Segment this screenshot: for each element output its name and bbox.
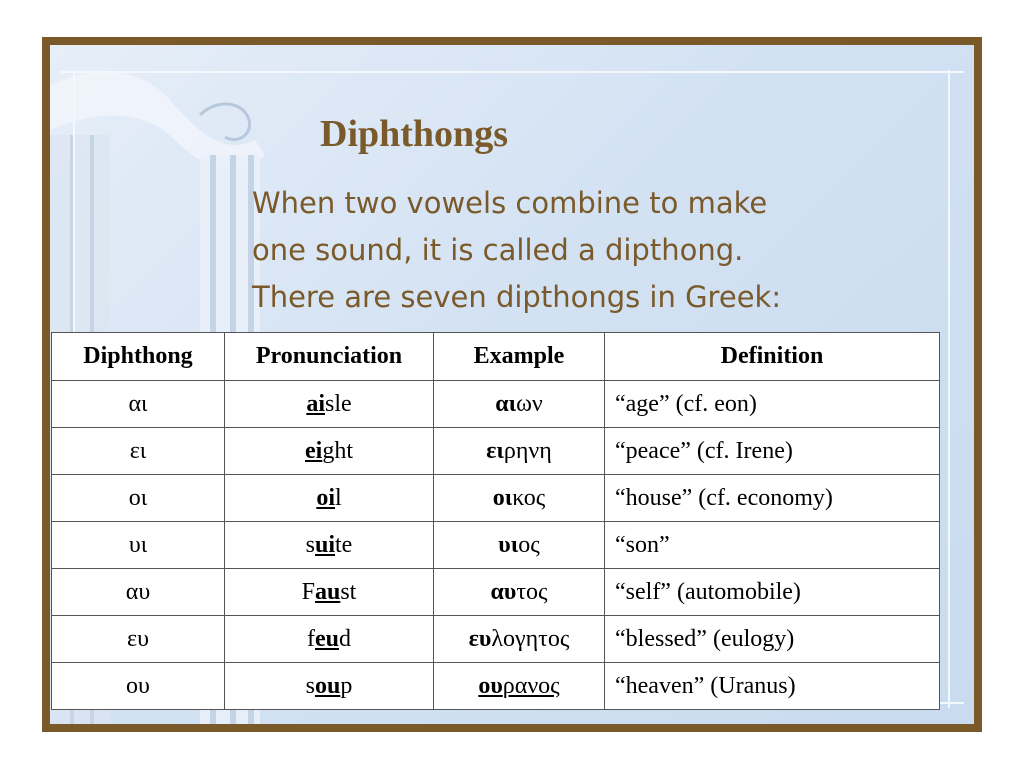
table-row — [52, 475, 940, 522]
example-diphthong: ευ — [468, 625, 492, 652]
example-rest: ων — [516, 390, 543, 417]
intro-line: one sound, it is called a dipthong. — [252, 233, 744, 267]
diphthong-text: οι — [128, 484, 148, 511]
example-rest: τος — [516, 578, 548, 605]
definition-text: “blessed” (eulogy) — [615, 625, 795, 652]
table-row — [52, 663, 940, 710]
example-rest: ος — [518, 531, 540, 558]
example-greek — [493, 485, 546, 511]
pronunciation-post: l — [335, 484, 342, 511]
example-diphthong: οι — [492, 484, 513, 511]
pronunciation-pre: s — [305, 672, 315, 699]
table-row — [52, 381, 940, 428]
diphthong-text: ευ — [127, 625, 149, 652]
definition-text: “son” — [615, 531, 670, 558]
cell-diphthong — [52, 475, 225, 522]
cell-example — [434, 663, 605, 710]
table-row — [52, 428, 940, 475]
definition-text: “self” (automobile) — [615, 578, 801, 605]
header-pronunciation: Pronunciation — [225, 333, 434, 381]
diphthong-text: ου — [126, 672, 150, 699]
pronunciation-pre: s — [305, 531, 315, 558]
table-header-row — [52, 333, 940, 381]
example-greek — [486, 438, 552, 464]
pronunciation-diphthong: eu — [315, 625, 339, 652]
example-rest: κος — [512, 484, 546, 511]
pronunciation-post: sle — [325, 390, 352, 417]
header-definition: Definition — [605, 333, 940, 381]
pronunciation-post: te — [335, 531, 353, 558]
cell-diphthong — [52, 663, 225, 710]
cell-diphthong — [52, 522, 225, 569]
example-greek — [495, 391, 543, 417]
cell-definition — [605, 381, 940, 428]
table-body — [52, 381, 940, 710]
pronunciation-diphthong: au — [314, 578, 341, 605]
definition-text: “house” (cf. economy) — [615, 484, 833, 511]
cell-pronunciation — [225, 569, 434, 616]
intro-line: When two vowels combine to make — [252, 186, 768, 220]
pronunciation-pre: F — [301, 578, 315, 605]
diphthong-text: αι — [128, 390, 148, 417]
pronunciation-diphthong: ui — [315, 531, 336, 558]
diphthong-table — [51, 332, 940, 710]
example-rest: λογητος — [491, 625, 570, 652]
pronunciation-post: d — [339, 625, 351, 652]
table-row — [52, 569, 940, 616]
pronunciation-pre: f — [307, 625, 315, 652]
cell-pronunciation — [225, 663, 434, 710]
cell-definition — [605, 428, 940, 475]
cell-example — [434, 475, 605, 522]
cell-pronunciation — [225, 475, 434, 522]
example-diphthong: ει — [486, 437, 504, 464]
cell-diphthong — [52, 616, 225, 663]
example-greek — [478, 673, 559, 699]
pronunciation-diphthong: ou — [314, 672, 341, 699]
example-rest: ρηνη — [503, 437, 552, 464]
example-diphthong: υι — [498, 531, 519, 558]
example-diphthong: ου — [478, 672, 503, 699]
definition-text: “age” (cf. eon) — [615, 390, 757, 417]
pronunciation-diphthong: oi — [316, 484, 335, 511]
cell-pronunciation — [225, 616, 434, 663]
cell-diphthong — [52, 381, 225, 428]
cell-pronunciation — [225, 381, 434, 428]
cell-definition — [605, 475, 940, 522]
pronunciation-post: st — [340, 578, 357, 605]
cell-definition — [605, 522, 940, 569]
diphthong-text: ει — [129, 437, 147, 464]
cell-pronunciation — [225, 428, 434, 475]
diphthong-text: αυ — [125, 578, 151, 605]
slide-title: Diphthongs — [320, 113, 508, 155]
cell-pronunciation — [225, 522, 434, 569]
intro-line: There are seven dipthongs in Greek: — [252, 280, 782, 314]
intro-text — [252, 180, 892, 321]
cell-definition — [605, 616, 940, 663]
example-greek — [469, 626, 570, 652]
header-example: Example — [434, 333, 605, 381]
cell-definition — [605, 569, 940, 616]
cell-example — [434, 569, 605, 616]
example-diphthong: αι — [495, 390, 517, 417]
cell-example — [434, 428, 605, 475]
example-diphthong: αυ — [490, 578, 517, 605]
cell-example — [434, 522, 605, 569]
cell-diphthong — [52, 428, 225, 475]
cell-diphthong — [52, 569, 225, 616]
table-row — [52, 522, 940, 569]
pronunciation-diphthong: ai — [306, 390, 325, 417]
pronunciation-diphthong: ei — [305, 437, 323, 464]
diphthong-text: υι — [128, 531, 148, 558]
example-rest: ρανος — [502, 672, 560, 699]
decorative-line-right — [948, 70, 950, 708]
definition-text: “heaven” (Uranus) — [615, 672, 796, 699]
decorative-line-top — [60, 71, 964, 73]
example-greek — [498, 532, 539, 558]
example-greek — [490, 579, 547, 605]
table-row — [52, 616, 940, 663]
pronunciation-post: p — [340, 672, 353, 699]
cell-example — [434, 381, 605, 428]
header-diphthong: Diphthong — [52, 333, 225, 381]
definition-text: “peace” (cf. Irene) — [615, 437, 793, 464]
cell-example — [434, 616, 605, 663]
pronunciation-post: ght — [322, 437, 353, 464]
cell-definition — [605, 663, 940, 710]
